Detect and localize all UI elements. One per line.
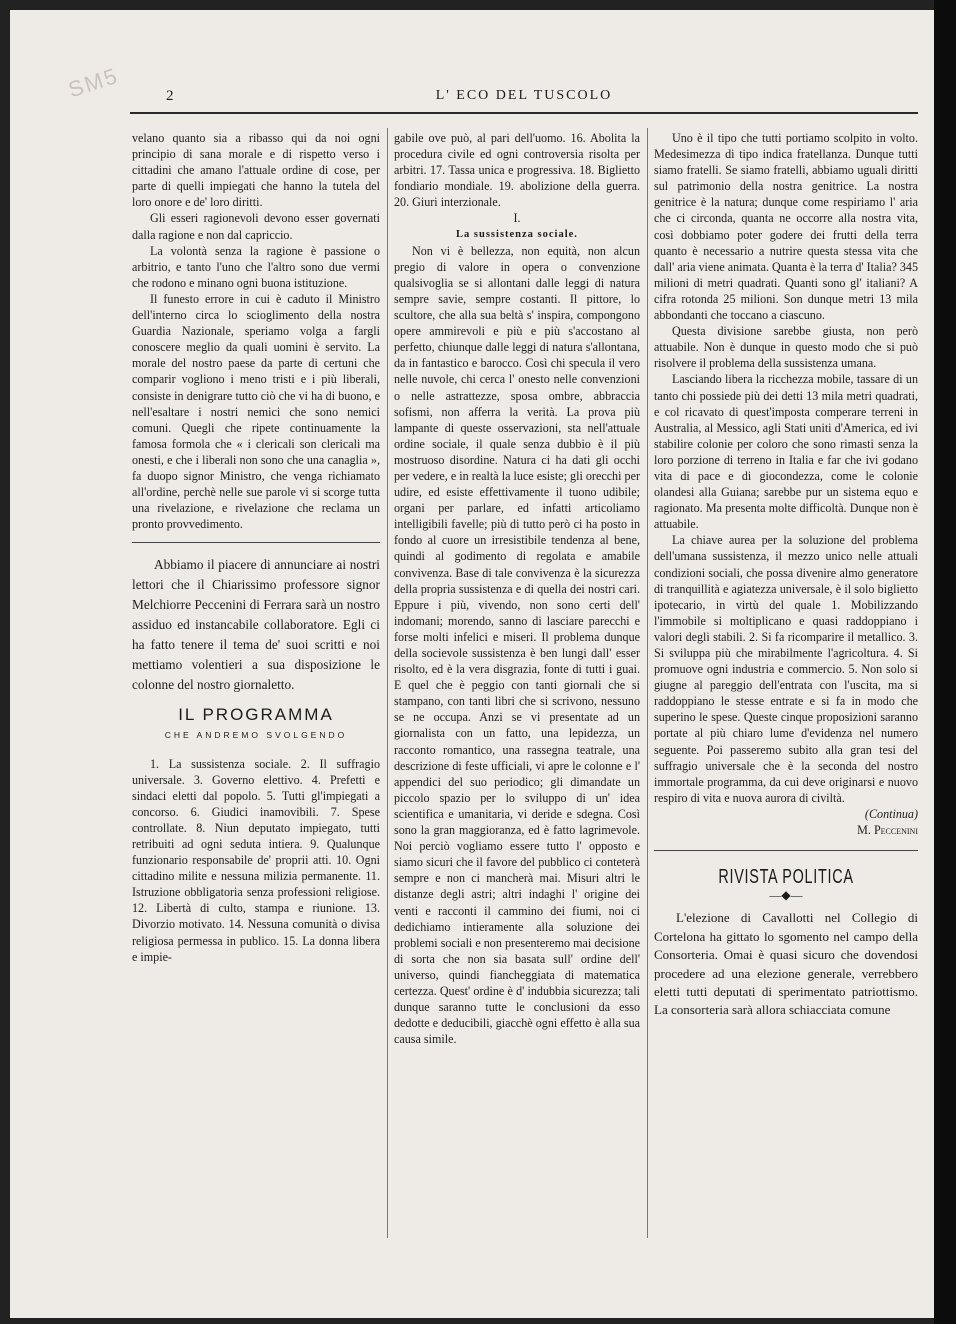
newspaper-page: [10, 10, 934, 1318]
program-list-continued: gabile ove può, al pari dell'uomo. 16. Abolita la procedura civile ed ogni controversia risolta per arbitri. 17. Tassa unica e progressiva. 18. Biglietto fondiario mondiale. 19. abolizione della guerra. 20. Giuri interzionale.: [394, 131, 640, 210]
page-number: 2: [166, 88, 174, 104]
continua-note: (Continua): [864, 806, 918, 821]
article-paragraph: La chiave aurea per la soluzione del problema dell'umana sussistenza, il mezzo unico nelle attuali condizioni sociali, che possa divenire almo generatore di tranquillità e agiatezza universale, è il solo biglietto ipotecario, in virtù del quale 1. Mobilizzando l'immobile si moltiplicano e quasi raddoppiano i valori degli stabili. 2. Si fa ricomparire il metallico. 3. Si sviluppa più che mirabilmente l'agricoltura. 4. Si promuove ogni industria e commercio. 5. Non solo si giugne al pareggio dell'entrata con l'uscita, ma si raddoppiano le stesse entrate e si fa in modo che superino le spese. Queste cinque proposizioni saranno portate al più chiaro lume d'evidenza nel numero seguente. Poi passeremo subito alla gran tesi del suffragio universale che è la seconda del nostro immortale programma, da cui deve originarsi e nuovo respiro di vita e nuova aurora di civiltà.: [654, 533, 918, 805]
article-author: M. Peccenini: [857, 823, 918, 838]
announcement-text: Abbiamo il piacere di annunciare ai nostri lettori che il Chiarissimo professore signor Melchiorre Peccenini di Ferrara sarà un nostro assiduo ed instancabile collaboratore. Egli ci ha fatto tenere il tema de' suoi scritti e noi mettiamo volentieri a sua disposizione le colonne del nostro giornaletto.: [132, 557, 380, 693]
program-subtitle: CHE ANDREMO SVOLGENDO: [164, 730, 348, 741]
column-1: [132, 130, 380, 965]
section-number: I.: [513, 211, 521, 226]
article-paragraph: velano quanto sia a ribasso qui da noi ogni principio di sana morale e di rispetto verso i cittadini che amano l'attuale ordine di cose, per parte di quelli impiegati che hanno la tutela del loro onore e de' loro diritti.: [132, 131, 380, 210]
article-paragraph: L'elezione di Cavallotti nel Collegio di Cortelona ha gittato lo sgomento nel campo della Consorteria. Omai è quasi sicuro che dovendosi procedere ad una elezione generale, verrebbero eletti tutti deputati di sperimentato patriottismo. La consorteria sarà allora schiacciata comune: [654, 910, 918, 1018]
program-title: IL PROGRAMMA: [178, 705, 334, 725]
archive-stamp: SM5: [65, 62, 122, 103]
column-divider: [647, 128, 648, 1238]
article-paragraph: Questa divisione sarebbe giusta, non però attuabile. Non è dunque in questo modo che si può risolvere il problema della sussistenza umana.: [654, 324, 918, 371]
article-paragraph: Non vi è bellezza, non equità, non alcun pregio di valore in opera o convenzione qualsivoglia se si allontani dalle leggi di natura sempre savie, sempre costanti. Il pittore, lo scultore, che alla sua beltà s' inspira, compongono opere ammirevoli e più e più s'accostano al perfetto, chiunque dalle leggi di natura s'allontana, da in fantastico e barocco. Così chi specula il vero nelle nuvole, chi cerca l' onesto nelle convenzioni o nelle astrattezze, sposa ombre, abbraccia sofismi, non afferra la verità. La prova più lampante di queste osservazioni, sta nell'attuale ordine sociale, il quale senza dubbio è il più mostruoso disordine. Natura ci ha dati gli occhi per vedere, e in realtà la luce esiste; gli orecchi per udire, ed esiste effettivamente il tuono udibile; organi per parlare, ed infatti articoliamo intelligibili favelle; più di tutto però ci ha posto in fondo al cuore un irresistibile tendenza al bene, quindi al godimento di regolata e amabile convivenza. Base di tale convivenza è la sicurezza della propria sussistenza e di quella dei nostri cari. Eppure i più, vivendo, non sono certi dell' indomani; morendo, sanno di lasciare parecchi e forse molti infelici e miseri. Il problema dunque della socievole sussistenza è ben lungi dall' esser risolto, ed è la vera disgrazia, fonte di tutti i guai. E quel che è peggio con tanti giornali che si stampano, con tanti libri che si scrivono, nessuno se ne occupa. Anzi se vi presentate ad un giornalista con un fatto, una lepidezza, un racconto romantico, una rassegna teatrale, una descrizione di feste ufficiali, vi apre le colonne e l' appendici del suo periodico; gli dimandate un piccolo spazio per lo sviluppo di un' idea scientifica e umanitaria, vi deride e sdegna. Così sono la gran maggioranza, ed è fatto lagrimevole. Noi perciò vogliamo essere tutto l' opposto e siamo sicuri che il favore del pubblico ci conteterà sempre e non ci mancherà mai. Misuri altri le distanze degli astri; altri indaghi l' origine dei venti e racconti il cammino dei fiumi, noi ci dedichiamo intieramente alla soluzione dei problemi sociali e non presenteremo mai decisione di sorta che non sia basata sull' ordine dell' universo, quindi fiancheggiata di matematica certezza. Quest' ordine è d' indubbia sicurezza; tali dunque saranno tutte le conclusioni da esso dedotte e deducibili, giacchè ogni effetto è alla sua causa simile.: [394, 243, 640, 1047]
rivista-title: RIVISTA POLITICA: [718, 866, 854, 889]
article-paragraph: Gli esseri ragionevoli devono esser governati dalla ragione e non dal capriccio.: [132, 211, 380, 242]
masthead-title: L' ECO DEL TUSCOLO: [435, 88, 613, 103]
article-paragraph: Uno è il tipo che tutti portiamo scolpito in volto. Medesimezza di tipo indica fratellanza. Dunque tutti siamo fratelli. Se siamo fratelli, abbiamo uguali diritti sul patrimonio della nostra genitrice. La nostra genitrice è la natura; dunque come respiriamo l' aria che ci circonda, quanta ne occorre alla nostra vita, così dobbiamo poter godere dei frutti della terra quanto è necessario a nutrire questa stessa vita che dall' aria viene animata. Quanta è la terra d' Italia? 345 milioni di metri quadrati. Quanti sono gl' italiani? A cifra rotonda 25 milioni. Son dunque metri 13 mila abbondanti che toccano a ciascuno.: [654, 131, 918, 323]
section-divider: [654, 850, 918, 851]
page-header: [130, 84, 918, 114]
column-divider: [387, 128, 388, 1238]
article-paragraph: Lasciando libera la ricchezza mobile, tassare di un tanto chi possiede più dei detti 13 mila metri quadrati, e col ricavato di quest'imposta comperare terreni in Australia, al Messico, agli Stati uniti d'America, ed ivi stabilire colonie per coloro che sono rimasti senza la loro porzione di terreno in Italia e far che ivi godano vita di pace e di giocondezza, come le colonie olandesi alla Guiana; sarebbe pur un sistema equo e ragionato. Ma presenta molte difficoltà. Dunque non è attuabile.: [654, 372, 918, 532]
article-paragraph: Il funesto errore in cui è caduto il Ministro dell'interno circa lo scioglimento della nostra Guardia Nazionale, speriamo volga a fargli conoscere meglio da quali uomini è servito. La morale del nostro paese da parte di certuni che comparir vogliono i meno tristi e i più liberali, consiste in denigrare tutto ciò che vi ha di buono, e nell'esaltare i nostri nemici che sono nemici comuni. Quegli che ripete continuamente la famosa formola che « i clericali son clericali ma onesti, e che i liberali non sono che una canaglia », fa duopo signor Ministro, che venga richiamato all'ordine, perchè nelle sue parole vi si scorge tutta una rivelazione, e rivelazione che reclama un pronto provvedimento.: [132, 291, 380, 532]
column-3: [654, 130, 918, 1020]
announcement: [132, 555, 380, 695]
rivista-body: [654, 909, 918, 1019]
scan-edge: [934, 0, 956, 1324]
column-2: [394, 130, 640, 1047]
ornament-icon: —◆—: [769, 888, 803, 903]
article-paragraph: La volontà senza la ragione è passione o arbitrio, e tanto l'uno che l'altro sono due vermi che rodono e minano ogni buona istituzione.: [132, 243, 380, 290]
program-list: 1. La sussistenza sociale. 2. Il suffragio universale. 3. Governo elettivo. 4. Prefetti e sindaci eletti dal popolo. 5. Tutti gl'impiegati a concorso. 6. Giudici inamovibili. 7. Spese controllate. 8. Niun deputato impiegato, tutti retribuiti ad ogni seduta intiera. 9. Qualunque funzionario responsabile de' proprii atti. 10. Ogni cittadino milite e nessuna milizia permanente. 11. Istruzione obbligatoria senza professioni religiose. 12. Libertà di culto, stampa e riunione. 13. Divorzio motivato. 14. Nessuna comunità o divisa religiosa permessa in publico. 15. La donna libera e impie-: [132, 756, 380, 964]
section-title: La sussistenza sociale.: [456, 228, 578, 240]
section-divider: [132, 542, 380, 543]
